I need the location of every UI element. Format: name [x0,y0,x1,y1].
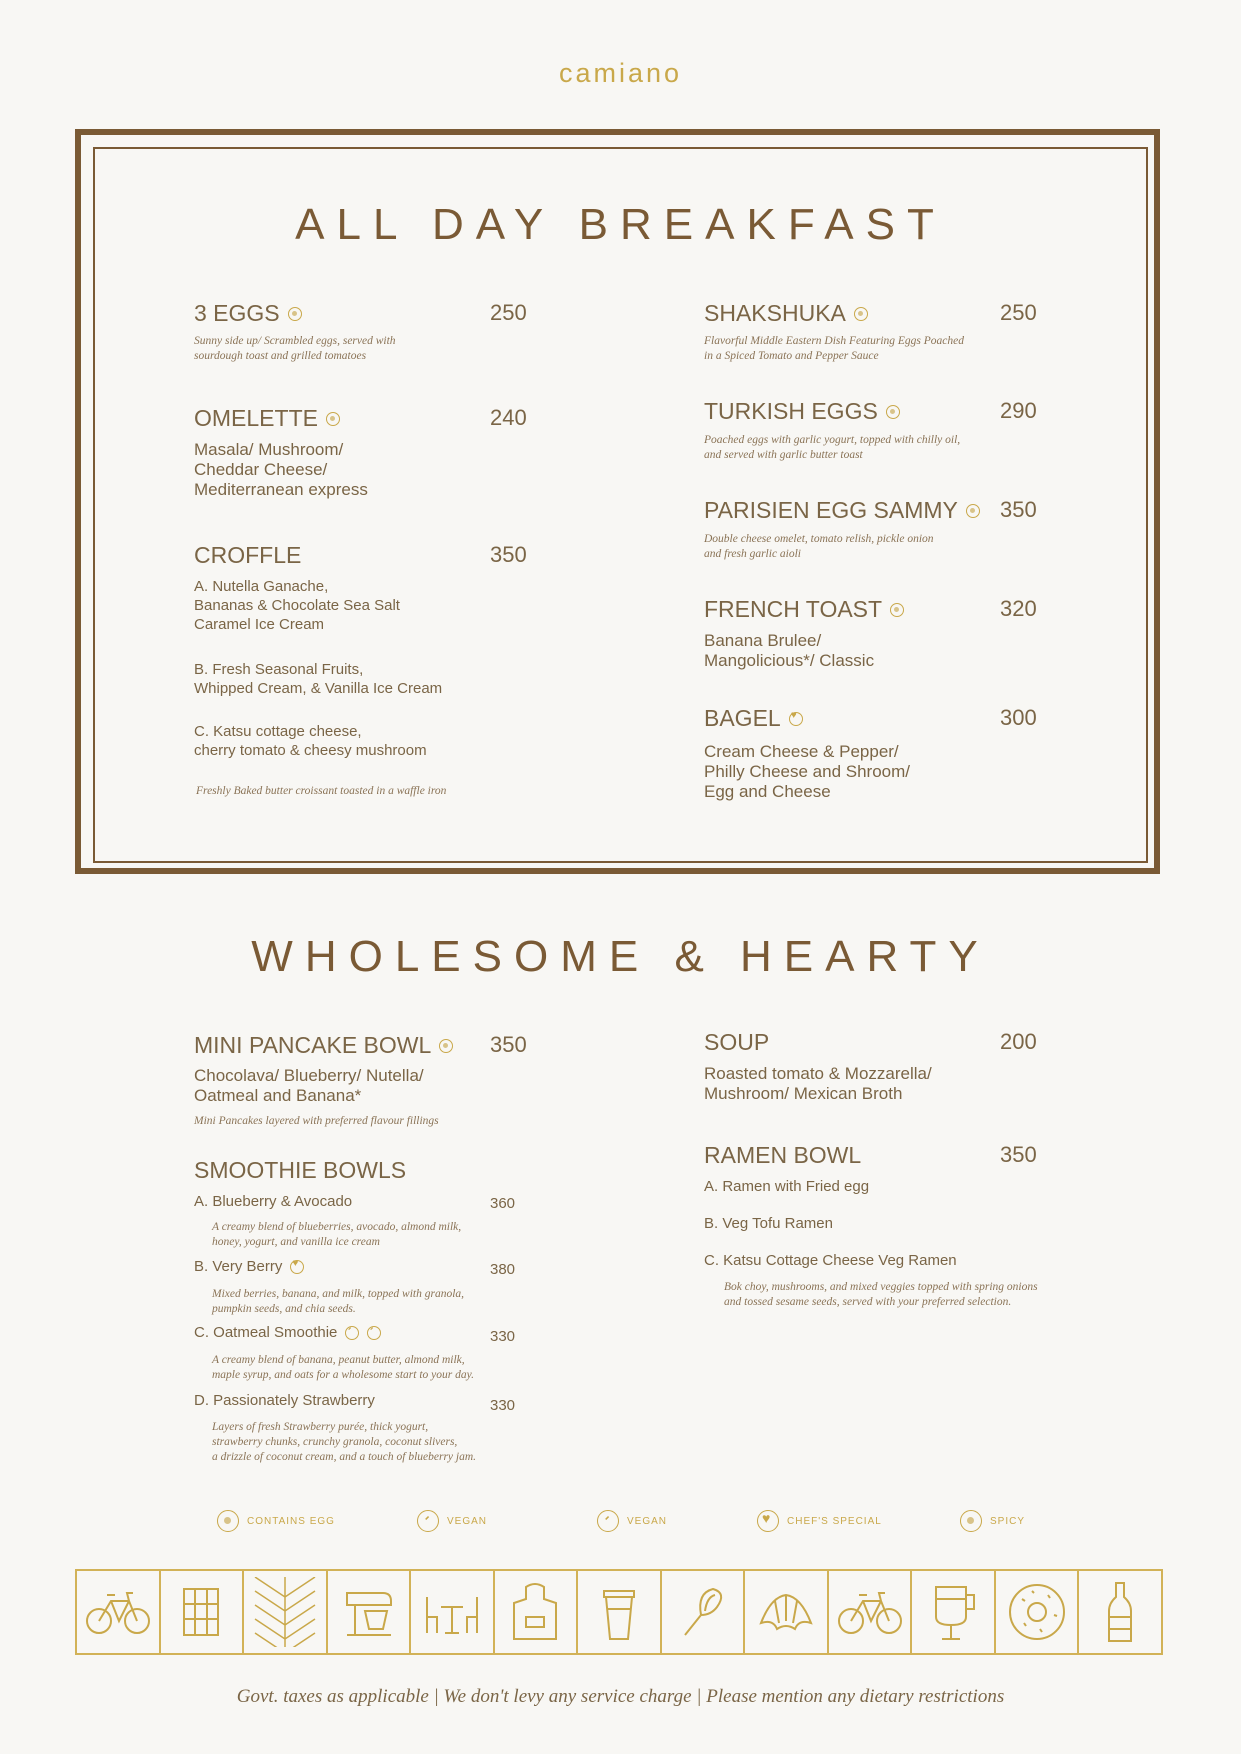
legend-vegan [417,1510,487,1532]
smoothie-c-name: C. Oatmeal Smoothie [194,1324,338,1341]
options-omelette: Masala/ Mushroom/ Cheddar Cheese/ Mediterranean express [194,440,368,499]
smoothie-c-row [194,1324,381,1341]
egg-icon [439,1039,453,1053]
ramen-option-a: A. Ramen with Fried egg [704,1178,870,1195]
item-name: MINI PANCAKE BOWL [194,1032,432,1058]
item-ramen-bowl [704,1142,861,1169]
egg-icon [217,1510,239,1532]
desc-turkish-eggs: Poached eggs with garlic yogurt, topped with chilly oil, and served with garlic butter toast [704,434,961,461]
desc-parisien-egg-sammy: Double cheese omelet, tomato relish, pickle onion and fresh garlic aioli [704,533,934,560]
vegan-leaf-icon [417,1510,439,1532]
egg-icon [288,307,302,321]
egg-icon [854,307,868,321]
croissant-icon [743,1569,829,1655]
price-3-eggs: 250 [490,300,527,325]
legend-label: CHEF'S SPECIAL [787,1515,882,1527]
item-smoothie-bowls [194,1157,406,1184]
price-french-toast: 320 [1000,596,1037,621]
item-parisien-egg-sammy [704,497,980,524]
smoothie-a-desc: A creamy blend of blueberries, avocado, almond milk, honey, yogurt, and vanilla ice cream [212,1221,462,1248]
item-name: CROFFLE [194,542,302,568]
options-soup: Roasted tomato & Mozzarella/ Mushroom/ Mexican Broth [704,1064,932,1103]
footer-note: Govt. taxes as applicable | We don't levy any service charge | Please mention any dietary restrictions [236,1686,1005,1707]
legend-contains-egg [217,1510,335,1532]
brand-name: camiano [558,58,683,88]
vegan-leaf-crossed-icon [367,1326,381,1340]
vegan-leaf-icon [345,1326,359,1340]
breakfast-heading: ALL DAY BREAKFAST [295,200,946,249]
price-mini-pancake-bowl: 350 [490,1032,527,1057]
smoothie-c-price: 330 [490,1328,516,1345]
item-name: FRENCH TOAST [704,596,883,622]
legend-vegan-2 [597,1510,667,1532]
heart-icon [789,712,803,726]
chevron-pattern-icon [242,1569,328,1655]
item-name: BAGEL [704,705,781,731]
price-shakshuka: 250 [1000,300,1037,325]
price-ramen-bowl: 350 [1000,1142,1037,1167]
item-name: PARISIEN EGG SAMMY [704,497,958,523]
legend-label: VEGAN [447,1515,488,1527]
item-name: SHAKSHUKA [704,300,846,326]
item-soup [704,1029,769,1056]
chilli-icon [960,1510,982,1532]
options-mini-pancake-bowl: Chocolava/ Blueberry/ Nutella/ Oatmeal and Banana* [194,1066,424,1105]
croffle-option-a: A. Nutella Ganache, Bananas & Chocolate Sea Salt Caramel Ice Cream [194,578,400,633]
item-3-eggs [194,300,302,327]
smoothie-b-price: 380 [490,1261,516,1278]
smoothie-a-price: 360 [490,1195,516,1212]
stand-mixer-icon [326,1569,412,1655]
egg-icon [890,603,904,617]
options-bagel: Cream Cheese & Pepper/ Philly Cheese and Shroom/ Egg and Cheese [704,742,911,801]
smoothie-b-row [194,1258,304,1275]
croffle-option-c: C. Katsu cottage cheese, cherry tomato & cheesy mushroom [194,723,427,759]
price-parisien-egg-sammy: 350 [1000,497,1037,522]
glass-mug-icon [910,1569,996,1655]
item-shakshuka [704,300,868,327]
donut-icon [994,1569,1080,1655]
legend-label: SPICY [990,1515,1026,1527]
wholesome-heading: WHOLESOME & HEARTY [251,932,990,981]
desc-mini-pancake-bowl: Mini Pancakes layered with preferred flavour fillings [194,1115,439,1127]
legend-label: VEGAN [627,1515,668,1527]
egg-icon [966,504,980,518]
item-name: 3 EGGS [194,300,280,326]
bicycle-icon [827,1569,913,1655]
desc-3-eggs: Sunny side up/ Scrambled eggs, served with sourdough toast and grilled tomatoes [194,335,396,362]
croffle-option-b: B. Fresh Seasonal Fruits, Whipped Cream, & Vanilla Ice Cream [194,661,443,697]
legend-chefs-special [757,1510,882,1532]
bicycle-icon [75,1569,161,1655]
smoothie-b-desc: Mixed berries, banana, and milk, topped with granola, pumpkin seeds, and chia seeds. [212,1288,465,1315]
price-croffle: 350 [490,542,527,567]
smoothie-d-desc: Layers of fresh Strawberry purée, thick yogurt, strawberry chunks, crunchy granola, coconut slivers, a drizzle of coconut cream, and a touch of blueberry jam. [212,1421,477,1463]
item-croffle [194,542,301,569]
price-soup: 200 [1000,1029,1037,1054]
bottle-icon [1077,1569,1163,1655]
item-name: SOUP [704,1029,770,1055]
coffee-cup-icon [576,1569,662,1655]
smoothie-d-name: D. Passionately Strawberry [194,1392,375,1409]
item-omelette [194,405,340,432]
ramen-option-b: B. Veg Tofu Ramen [704,1215,833,1232]
chocolate-bar-icon [159,1569,245,1655]
price-turkish-eggs: 290 [1000,398,1037,423]
legend-label: CONTAINS EGG [247,1515,335,1527]
croffle-note: Freshly Baked butter croissant toasted in a waffle iron [196,785,447,797]
egg-icon [886,405,900,419]
item-mini-pancake-bowl [194,1032,453,1059]
item-name: OMELETTE [194,405,318,431]
item-name: TURKISH EGGS [704,398,878,424]
smoothie-a-name: A. Blueberry & Avocado [194,1193,353,1210]
desc-shakshuka: Flavorful Middle Eastern Dish Featuring Eggs Poached in a Spiced Tomato and Pepper Sauce [704,335,964,362]
item-name: RAMEN BOWL [704,1142,862,1168]
decorative-icon-strip [77,1569,1163,1655]
ramen-option-c: C. Katsu Cottage Cheese Veg Ramen [704,1252,957,1269]
apron-icon [493,1569,579,1655]
smoothie-d-price: 330 [490,1397,516,1414]
smoothie-c-desc: A creamy blend of banana, peanut butter, almond milk, maple syrup, and oats for a wholesome start to your day. [212,1354,474,1381]
item-turkish-eggs [704,398,900,425]
price-omelette: 240 [490,405,527,430]
smoothie-b-name: B. Very Berry [194,1258,283,1275]
heart-icon [757,1510,779,1532]
item-bagel [704,705,803,732]
options-french-toast: Banana Brulee/ Mangolicious*/ Classic [704,631,875,670]
whisk-icon [660,1569,746,1655]
vegan-leaf-crossed-icon [597,1510,619,1532]
price-bagel: 300 [1000,705,1037,730]
item-name: SMOOTHIE BOWLS [194,1157,407,1183]
legend-spicy [960,1510,1025,1532]
item-french-toast [704,596,904,623]
heart-icon [290,1260,304,1274]
cafe-table-icon [409,1569,495,1655]
desc-ramen-bowl: Bok choy, mushrooms, and mixed veggies topped with spring onions and tossed sesame seeds, served with your preferred selection. [724,1281,1038,1308]
egg-icon [326,412,340,426]
